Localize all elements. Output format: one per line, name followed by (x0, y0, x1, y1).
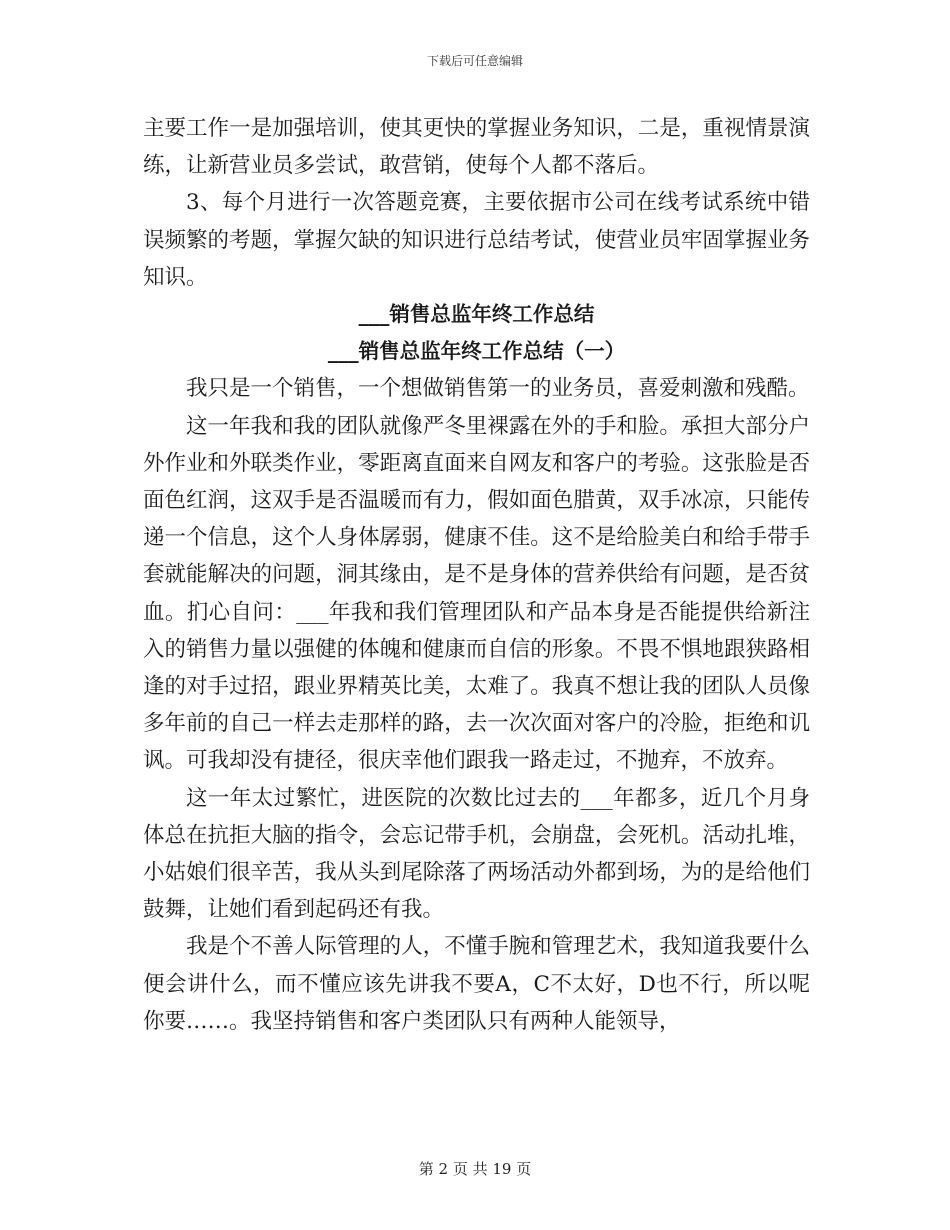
paragraph-busy-year: 这一年太过繁忙，进医院的次数比过去的___年都多，近几个月身体总在抗拒大脑的指令，会忘记带手机，会崩盘，会死机。活动扎堆，小姑娘们很辛苦，我从头到尾除落了两场活动外都到场，为的是给他们鼓舞，让她们看到起码还有我。 (143, 785, 810, 923)
paragraph-intro: 我只是一个销售，一个想做销售第一的业务员，喜爱刺激和残酷。 (186, 376, 810, 402)
section-title: ___销售总监年终工作总结（一） (327, 339, 626, 364)
paragraph-management: 我是个不善人际管理的人，不懂手腕和管理艺术，我知道我要什么便会讲什么，而不懂应该先讲我不要A，C不太好，D也不行，所以呢你要……。我坚持销售和客户类团队只有两种人能领导， (143, 934, 810, 1034)
paragraph-training: 主要工作一是加强培训，使其更快的掌握业务知识，二是，重视情景演练，让新营业员多尝试，敢营销，使每个人都不落后。 (143, 116, 810, 179)
page-number: 第 2 页 共 19 页 (418, 1160, 532, 1178)
paragraph-team: 这一年我和我的团队就像严冬里裸露在外的手和脸。承担大部分户外作业和外联类作业，零距离直面来自网友和客户的考验。这张脸是否面色红润，这双手是否温暖而有力，假如面色腊黄，双手冰凉，只能传递一个信息，这个人身体孱弱，健康不佳。这不是给脸美白和给手带手套就能解决的问题，洞其缘由，是不是身体的营养供给有问题，是否贫血。扪心自问：___年我和我们管理团队和产品本身是否能提供给新注入的销售力量以强健的体魄和健康而自信的形象。不畏不惧地跟狭路相逢的对手过招，跟业界精英比美，太难了。我真不想让我的团队人员像多年前的自己一样去走那样的路，去一次次面对客户的冷脸，拒绝和讥讽。可我却没有捷径，很庆幸他们跟我一路走过，不抛弃，不放弃。 (143, 413, 810, 774)
document-body (143, 110, 810, 1040)
document-title: ___销售总监年终工作总结 (358, 302, 595, 327)
page-header-note: 下载后可任意编辑 (426, 54, 523, 68)
paragraph-quiz: 3、每个月进行一次答题竞赛，主要依据市公司在线考试系统中错误频繁的考题，掌握欠缺的知识进行总结考试，使营业员牢固掌握业务知识。 (143, 190, 810, 290)
